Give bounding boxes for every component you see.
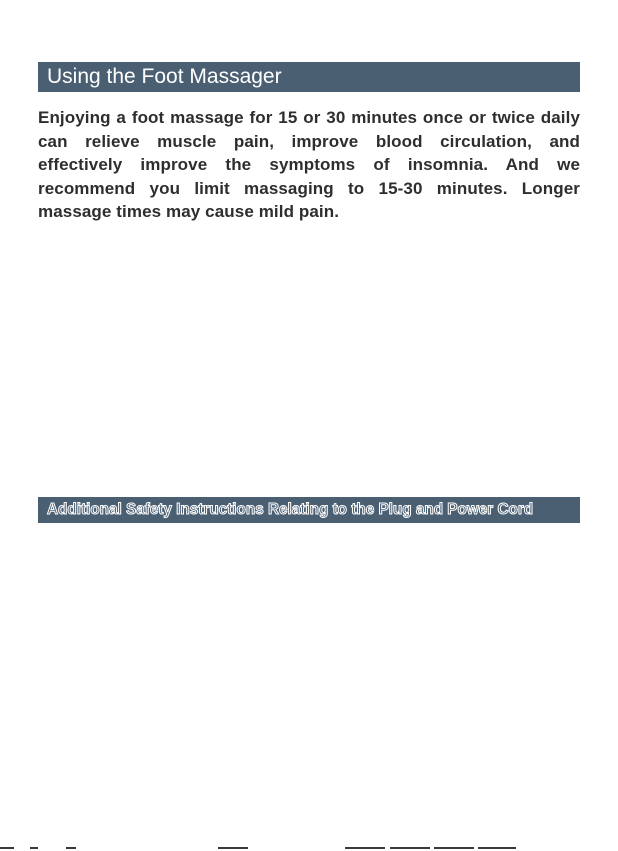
section-heading-plug-power-cord-safety — [38, 497, 580, 523]
section-heading-text: Additional Safety Instructions Relating to the Plug and Power Cord — [47, 501, 534, 518]
section-body-paragraph: Enjoying a foot massage for 15 or 30 minutes once or twice daily can relieve muscle pain, improve blood circulation, and effectively improve the symptoms of insomnia. And we recommend you limit massaging to 15-30 minutes. Longer massage times may cause mild pain. — [38, 108, 580, 221]
section-heading-using-foot-massager — [38, 62, 580, 92]
cropped-next-page-edge — [0, 846, 618, 851]
section-heading-text: Using the Foot Massager — [47, 65, 282, 88]
